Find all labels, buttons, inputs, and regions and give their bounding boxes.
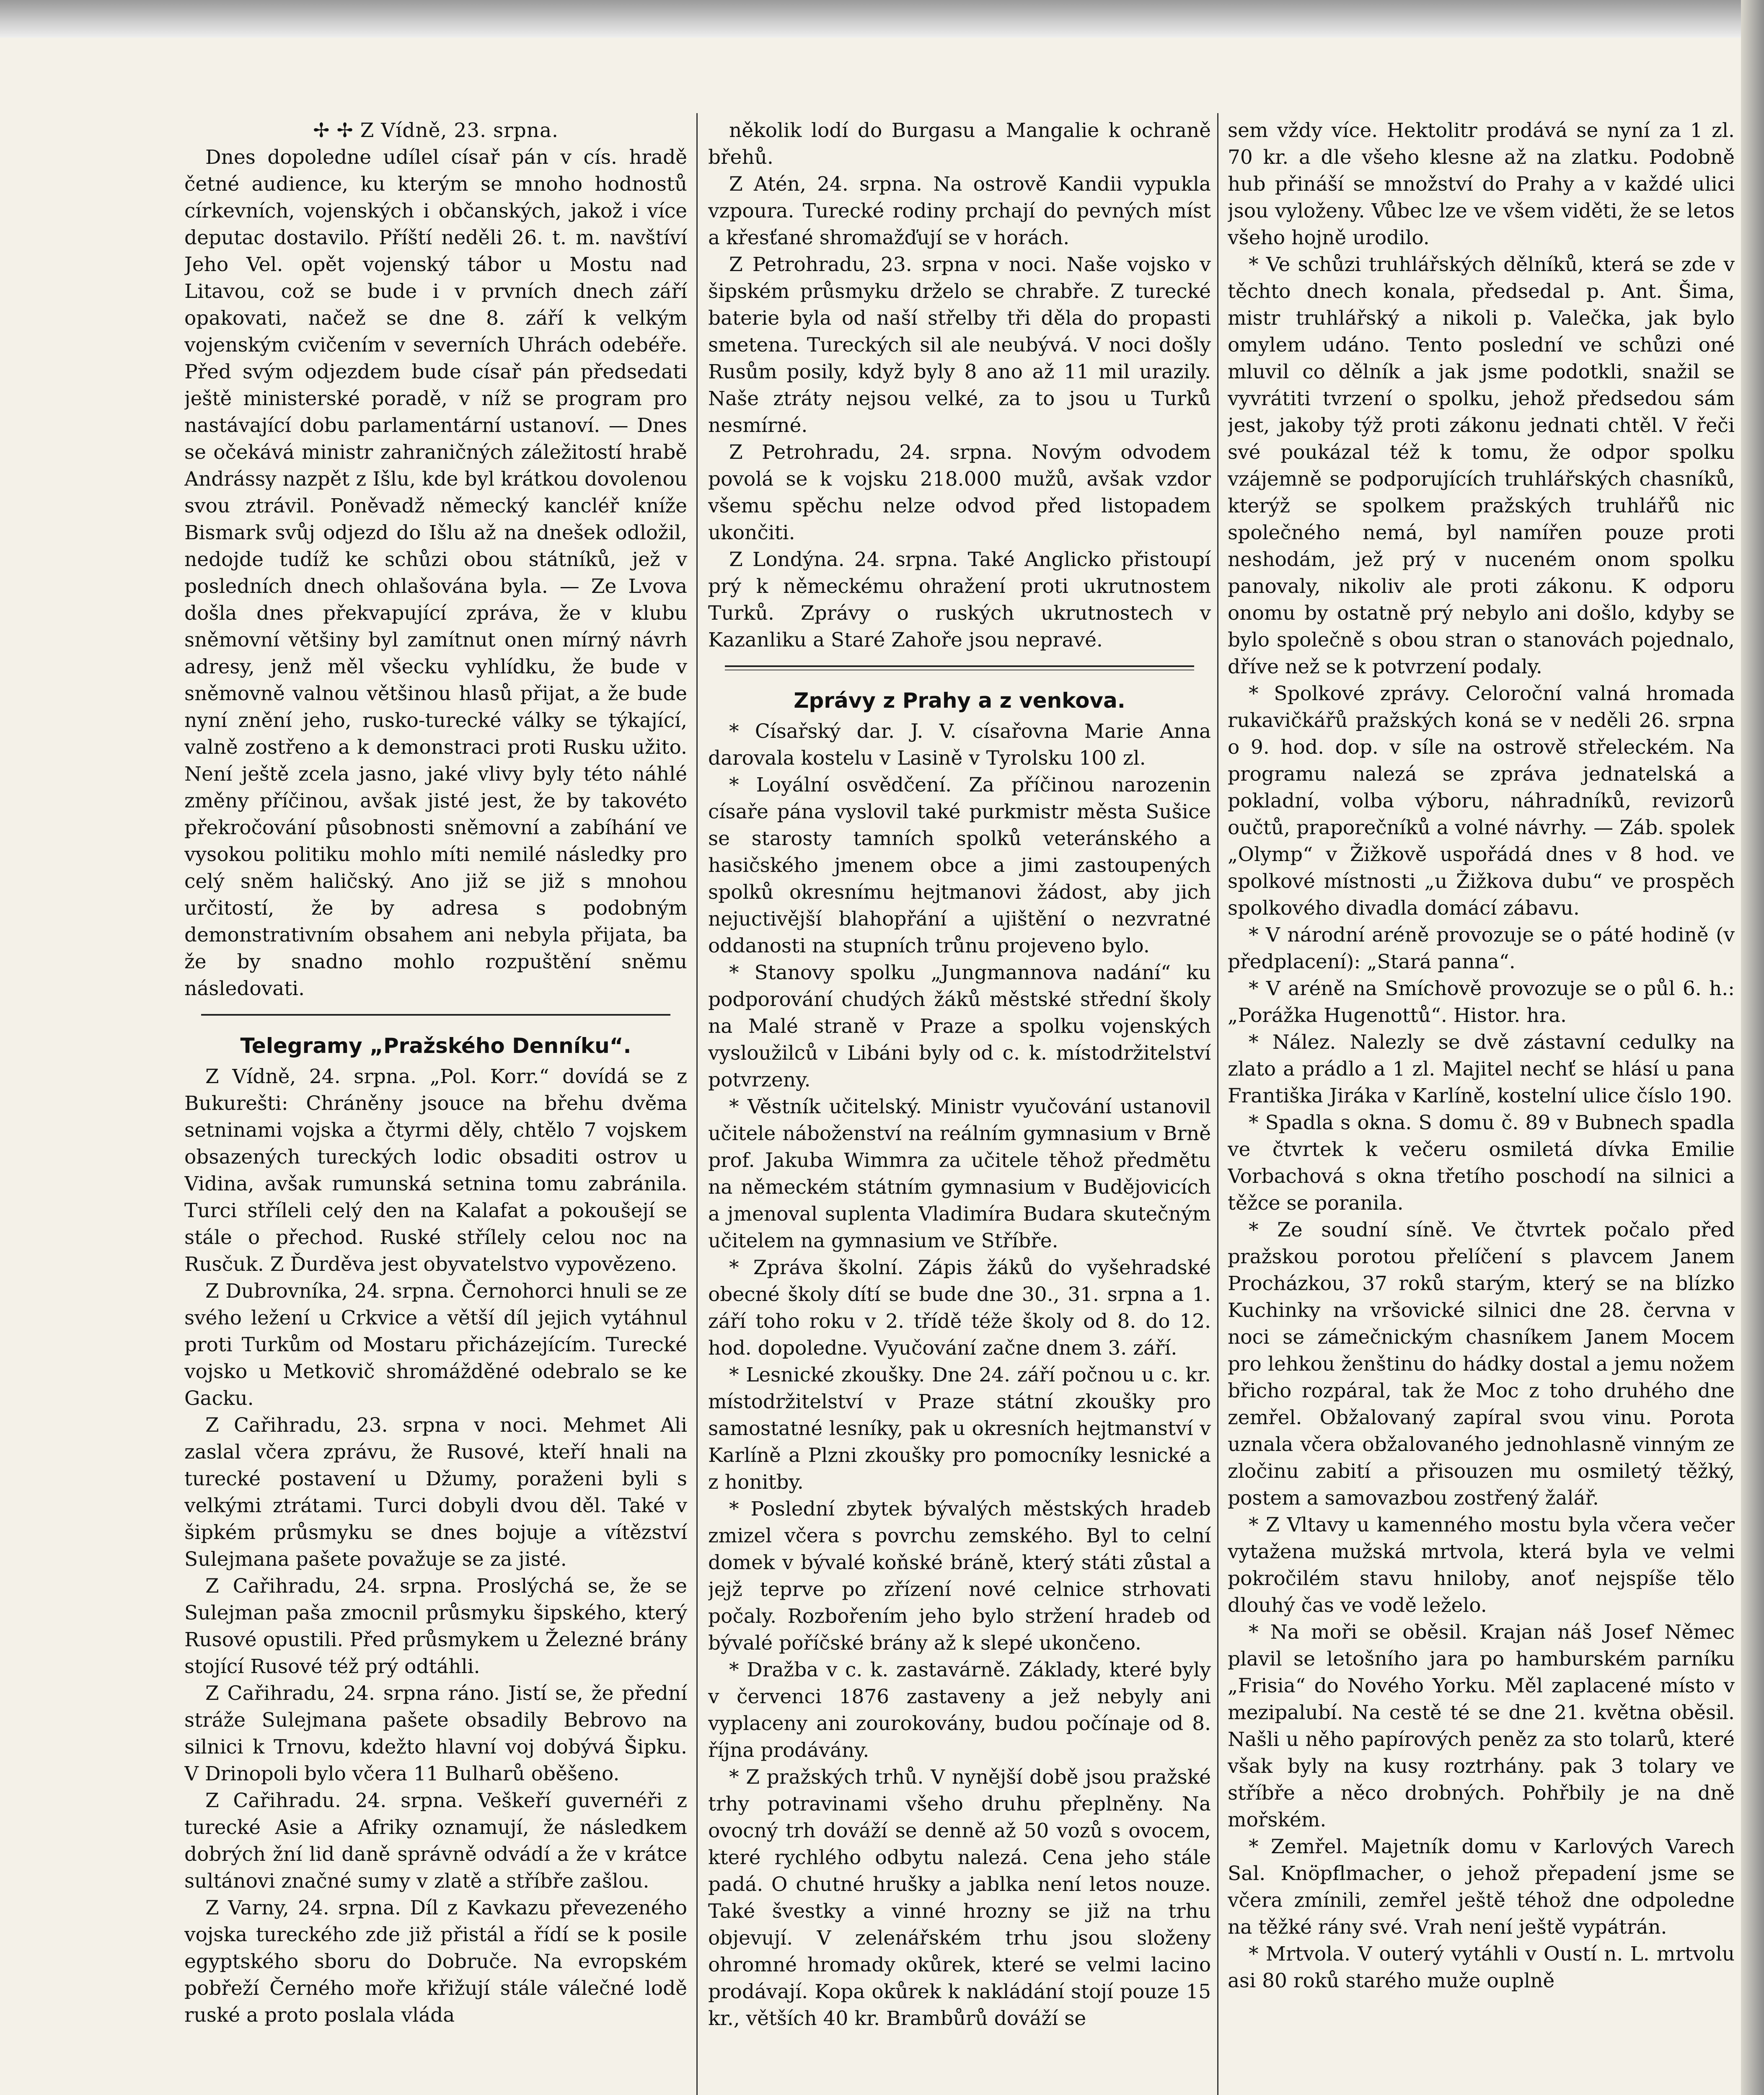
telegram-item: Z Cařihradu, 24. srpna. Proslýchá se, že se Sulejman paša zmocnil průsmyku šipského, který Rusové opustili. Před průsmykem u Železné brány stojící Rusové též prý odtáhli.	[184, 1575, 687, 1678]
divider	[201, 1014, 670, 1016]
news-item: * Poslední zbytek bývalých městských hradeb zmizel včera s povrchu zemského. Byl to celní domek v bývalé koňské bráně, který státi zůstal a jejž teprve po zřízení nové celnice strhovati počaly. Rozbořením jeho bylo stržení hradeb od bývalé poříčské brány až k slepé ukončeno.	[708, 1498, 1211, 1655]
news-item: * V aréně na Smíchově provozuje se o půl 6. h.: „Porážka Hugenottů“. Histor. hra.	[1228, 977, 1735, 1027]
scan-right-edge	[1741, 0, 1764, 2095]
news-item: * Z pražských trhů. V nynější době jsou pražské trhy potravinami všeho druhu přeplněny. Na ovocný trh dováží se denně až 50 vozů s ovocem, které rychlého odbytu nalezá. Cena jeho stále padá. O chutné hrušky a jablka není letos nouze. Také švestky a vinné hrozny se již na trhu objevují. V zelenářském trhu jsou složeny ohromné hromady okůrek, které se velmi lacino prodávají. Kopa okůrek k nakládání stojí pouze 15 kr., větších 40 kr. Brambůrů dováží se	[708, 1766, 1211, 2030]
column-2	[708, 117, 1211, 2095]
news-item: * V národní aréně provozuje se o páté hodině (v předplacení): „Stará panna“.	[1228, 923, 1735, 973]
news-item: * Zpráva školní. Zápis žáků do vyšehradské obecné školy dítí se bude dne 30., 31. srpna a 1. září toho roku v 2. třídě téže školy od 8. do 12. hod. dopoledne. Vyučování začne dnem 3. září.	[708, 1256, 1211, 1360]
news-item: * Zemřel. Majetník domu v Karlových Varech Sal. Knöpflmacher, o jehož přepadení jsme se včera zmínili, zemřel ještě téhož dne odpoledne na těžké rány své. Vrah není ještě vypátrán.	[1228, 1835, 1735, 1939]
telegram-item: Z Cařihradu, 24. srpna ráno. Jistí se, že přední stráže Sulejmana pašete obsadily Bebrovo na silnici k Trnovu, kdežto hlavní voj dobývá Šipku. V Drinopoli bylo včera 11 Bulharů oběšeno.	[184, 1682, 687, 1785]
telegram-item: Z Cařihradu. 24. srpna. Veškeří guvernéři z turecké Asie a Afriky oznamují, že následkem dobrých žní lid daně správně odvádí a že v krátce sultánovi značné sumy v zlatě a stříbře zašlou.	[184, 1789, 687, 1893]
news-item: * Stanovy spolku „Jungmannova nadání“ ku podporování chudých žáků městské střední školy na Malé straně v Praze a spolku vojenských vysloužilců v Libáni byly od c. k. místodržitelství potvrzeny.	[708, 961, 1211, 1091]
column-rule	[1217, 113, 1218, 2095]
news-item: * Mrtvola. V outerý vytáhli v Oustí n. L. mrtvolu asi 80 roků starého muže ouplně	[1228, 1942, 1735, 1992]
news-item: * Spadla s okna. S domu č. 89 v Bubnech spadla ve čtvrtek k večeru osmiletá dívka Emilie Vorbachová s okna třetího poschodí na silnici a těžce se poranila.	[1228, 1111, 1735, 1215]
section-title-telegrams: Telegramy „Pražského Denníku“.	[240, 1034, 631, 1058]
news-item: sem vždy více. Hektolitr prodává se nyní za 1 zl. 70 kr. a dle všeho klesne až na zlatku. Podobně hub přináší se množství do Prahy a v každé ulici jsou vyloženy. Vůbec lze ve všem viděti, že se letos všeho hojně urodilo.	[1228, 119, 1735, 249]
news-item: * Císařský dar. J. V. císařovna Marie Anna darovala kostelu v Lasině v Tyrolsku 100 zl.	[708, 720, 1211, 770]
telegram-item: Z Petrohradu, 23. srpna v noci. Naše vojsko v šipském průsmyku drželo se chrabře. Z turecké baterie byla od naší střelby tři děla do propasti smetena. Tureckých sil ale neubývá. V noci došly Rusům posily, když byly 8 ano až 11 mil urazily. Naše ztráty nejsou velké, za to jsou u Turků nesmírné.	[708, 253, 1211, 437]
telegram-item: Z Vídně, 24. srpna. „Pol. Korr.“ dovídá se z Bukurešti: Chráněny jsouce na břehu dvěma setninami vojska a čtyrmi děly, chtělo 7 vojskem obsazených tureckých lodic obsaditi ostrov u Vidina, avšak rumunská setnina tomu zabránila. Turci stříleli celý den na Kalafat a pokoušejí se stále o přechod. Ruské střílely celou noc na Rusčuk. Z Ďurděva jest obyvatelstvo vypovězeno.	[184, 1065, 687, 1276]
telegram-item: Z Cařihradu, 23. srpna v noci. Mehmet Ali zaslal včera zprávu, že Rusové, kteří hnali na turecké postavení u Džumy, poraženi byli s velkými ztrátami. Turci dobyli dvou děl. Také v šipkém průsmyku se dnes bojuje a vítězství Sulejmana pašete považuje se za jisté.	[184, 1414, 687, 1571]
telegram-item: Z Dubrovníka, 24. srpna. Černohorci hnuli se ze svého ležení u Crkvice a větší díl jejich vytáhnul proti Turkům od Mostaru přicházejícím. Turecké vojsko u Metkovič shromážděné odebralo se ke Gacku.	[184, 1280, 687, 1410]
dateline: ✢ ✢ Z Vídně, 23. srpna.	[313, 119, 559, 142]
column-3	[1228, 117, 1735, 2095]
news-item: * Loyální osvědčení. Za příčinou narozenin císaře pána vyslovil také purkmistr města Sušice se starosty tamních spolků veteránského a hasičského jmenem obce a jimi zastoupených spolků okresnímu hejtmanovi žádost, aby jich nejuctivější blahopřání a ujištění o nezvratné oddanosti na stupních trůnu projeveno bylo.	[708, 773, 1211, 957]
telegram-item: několik lodí do Burgasu a Mangalie k ochraně břehů.	[708, 119, 1211, 169]
news-item: * Na moři se oběsil. Krajan náš Josef Němec plavil se letošního jara po hamburském parníku „Frisia“ do Nového Yorku. Měl zaplacené místo v mezipalubí. Na cestě té se dne 21. května oběsil. Našli u něho papírových peněz za sto tolarů, které však byly na kusy roztrhány. pak 3 tolary ve stříbře a něco drobných. Pohřbily je na dně mořském.	[1228, 1621, 1735, 1831]
news-item: * Dražba v c. k. zastavárně. Základy, které byly v červenci 1876 zastaveny a jež nebyly ani vyplaceny ani zourokovány, budou počínaje od 8. října prodávány.	[708, 1658, 1211, 1762]
divider	[725, 665, 1194, 667]
news-item: * Spolkové zprávy. Celoroční valná hromada rukavičkářů pražských koná se v neděli 26. srpna o 9. hod. dop. v síle na ostrově střeleckém. Na programu nalezá se zpráva jednatelská a pokladní, volba výboru, náhradníků, revizorů oučtů, praporečníků a volné návrhy. — Záb. spolek „Olymp“ v Žižkově uspořádá dnes v 8 hod. ve spolkové místnosti „u Žižkova dubu“ ve prospěch spolkového divadla domácí zábavu.	[1228, 682, 1735, 920]
news-item: * Z Vltavy u kamenného mostu byla včera večer vytažena mužská mrtvola, která byla ve velmi pokročilém stavu hniloby, anoť nejspíše tělo dlouhý čas ve vodě leželo.	[1228, 1513, 1735, 1617]
column-rule	[696, 113, 698, 2095]
news-item: * Ve schůzi truhlářských dělníků, která se zde v těchto dnech konala, předsedal p. Ant. Šima, mistr truhlářský a nikoli p. Valečka, jak bylo omylem udáno. Tento poslední ve schůzi oné mluvil co dělník a jak jsme podotkli, snažil se vyvrátiti tvrzení o spolku, jehož předsedou sám jest, jakoby týž proti zákonu jednati chtěl. V řeči své poukázal též k tomu, že odpor spolku vzájemně se podporujících truhlářských chasníků, kterýž se spolkem pražských truhlářů nic společného nemá, byl namířen pouze proti neshodám, jež prý v nuceném onom spolku panovaly, nikoliv ale proti zákonu. K odporu onomu by ostatně prý nebylo ani došlo, kdyby se bylo společně s obou stran o stanovách pojednalo, dříve než se k potvrzení podaly.	[1228, 253, 1735, 678]
telegram-item: Z Atén, 24. srpna. Na ostrově Kandii vypukla vzpoura. Turecké rodiny prchají do pevných míst a křesťané shromažďují se v horách.	[708, 173, 1211, 249]
column-1	[184, 117, 687, 2095]
news-item: * Věstník učitelský. Ministr vyučování ustanovil učitele náboženství na reálním gymnasium v Brně prof. Jakuba Wimmra za učitele těhož předmětu na německém státním gymnasium v Budějovicích a jmenoval suplenta Vladimíra Budara skutečným učitelem na gymnasium ve Stříbře.	[708, 1095, 1211, 1252]
scan-top-edge	[0, 0, 1764, 38]
telegram-item: Z Petrohradu, 24. srpna. Novým odvodem povolá se k vojsku 218.000 mužů, avšak vzdor všemu spěchu nelze odvod před listopadem ukončiti.	[708, 441, 1211, 544]
telegram-item: Z Varny, 24. srpna. Díl z Kavkazu převezeného vojska tureckého zde již přistál a řídí se k posile egyptského sboru do Dobruče. Na evropském pobřeží Černého moře křižují stále válečné lodě ruské a proto poslala vláda	[184, 1896, 687, 2027]
section-title-local-news: Zprávy z Prahy a z venkova.	[794, 688, 1125, 713]
article-paragraph: Dnes dopoledne udílel císař pán v cís. hradě četné audience, ku kterým se mnoho hodnostů církevních, vojenských i občanských, jakož i více deputac dostavilo. Příští neděli 26. t. m. navštíví Jeho Vel. opět vojenský tábor u Mostu nad Litavou, což se bude i v prvních dnech září opakovati, načež se dne 8. září k velkým vojenským cvičením v severních Uhrách odebéře. Před svým odjezdem bude císař pán předsedati ještě ministerské poradě, v níž se program pro nastávající dobu parlamentární ustanoví. — Dnes se očekává ministr zahraničných záležitostí hrabě Andrássy nazpět z Išlu, kde byl krátkou dovolenou svou ztrávil. Poněvadž německý kancléř kníže Bismark svůj odjezd do Išlu až na dnešek odložil, nedojde tudíž ke schůzi obou státníků, jež v posledních dnech ohlašována byla. — Ze Lvova došla dnes překvapující zpráva, že v klubu sněmovní většiny byl zamítnut onen mírný návrh adresy, jenž měl všecku vyhlídku, že bude v sněmovně valnou většinou hlasů přijat, a že bude nyní znění jeho, rusko-turecké války se týkající, valně zostřeno a k demonstraci proti Rusku užito. Není ještě zcela jasno, jaké vlivy byly této náhlé změny příčinou, avšak jisté jest, že by takovéto překročování působnosti sněmovní a zabíhání ve vysokou politiku mohlo míti nemilé následky pro celý sněm haličský. Ano již se již s mnohou určitostí, že by adresa s podobným demonstrativním obsahem ani nebyla přijata, ba že by snadno mohlo rozpuštění sněmu následovati.	[184, 146, 687, 1000]
news-item: * Lesnické zkoušky. Dne 24. září počnou u c. kr. místodržitelství v Praze státní zkoušky pro samostatné lesníky, pak u okresních hejtmanství v Karlíně a Plzni zkoušky pro pomocníky lesnické a z honitby.	[708, 1363, 1211, 1494]
news-item: * Ze soudní síně. Ve čtvrtek počalo před pražskou porotou přelíčení s plavcem Janem Procházkou, 37 roků starým, který se na blízko Kuchinky na vršovické silnici dne 28. června v noci se zámečnickým chasníkem Janem Mocem pro lehkou ženštinu do hádky dostal a jemu nožem břicho rozpáral, tak že Moc z toho druhého dne zemřel. Obžalovaný zapíral svou vinu. Porota uznala včera obžalovaného jednohlasně vinným ze zločinu zabití a přisouzen mu osmiletý těžký, postem a samovazbou zostřený žalář.	[1228, 1218, 1735, 1510]
telegram-item: Z Londýna. 24. srpna. Také Anglicko přistoupí prý k německému ohražení proti ukrutnostem Turků. Zprávy o ruských ukrutnostech v Kazanliku a Staré Zahoře jsou nepravé.	[708, 548, 1211, 652]
news-item: * Nález. Nalezly se dvě zástavní cedulky na zlato a prádlo a 1 zl. Majitel nechť se hlásí u pana Františka Jiráka v Karlíně, kostelní ulice číslo 190.	[1228, 1031, 1735, 1107]
